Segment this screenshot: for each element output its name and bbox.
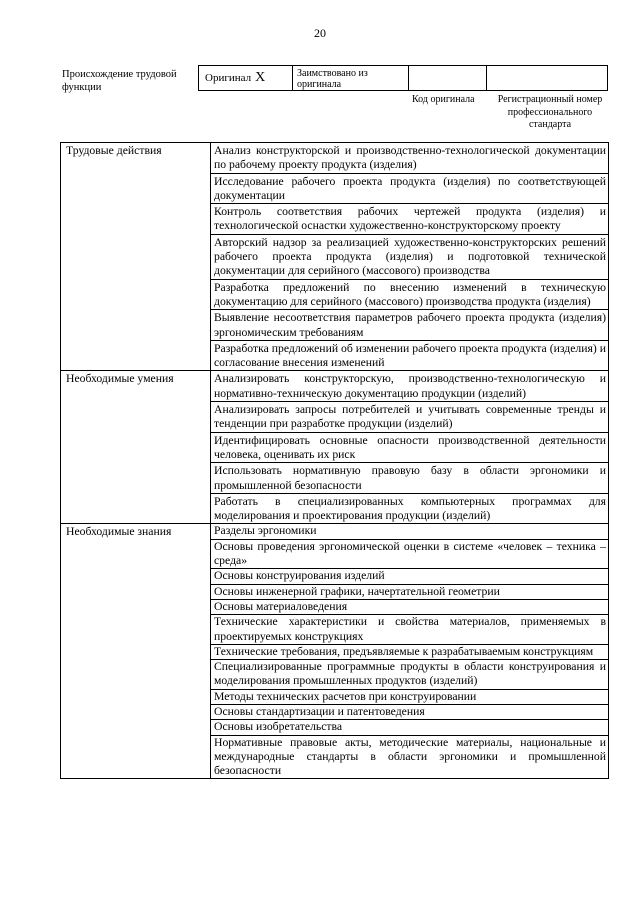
table-cell-item: Работать в специализированных компьютерных программах для моделирования и проектирования продукции (изделий) bbox=[211, 493, 609, 524]
table-cell-item: Нормативные правовые акты, методические материалы, национальные и международные стандарты в области эргономики и промышленной безопасности bbox=[211, 735, 609, 779]
table-cell-item: Основы конструирования изделий bbox=[211, 569, 609, 584]
table-cell-item: Основы проведения эргономической оценки в системе «человек – техника – среда» bbox=[211, 539, 609, 569]
table-row bbox=[61, 524, 609, 539]
origin-box bbox=[198, 65, 608, 91]
table-cell-item: Анализ конструкторской и производственно-технологической документации по рабочему проекту продукта (изделия) bbox=[211, 143, 609, 174]
table-cell-item: Контроль соответствия рабочих чертежей продукта (изделия) и технологической оснастки художественно-конструкторскому проекту bbox=[211, 204, 609, 235]
original-mark: X bbox=[255, 70, 266, 85]
table-cell-item: Идентифицировать основные опасности производственной деятельности человека, оценивать их риск bbox=[211, 432, 609, 463]
section-label: Необходимые знания bbox=[61, 524, 211, 779]
table-cell-item: Разработка предложений по внесению изменений в техническую документацию для серийного (массового) производства продукта (изделия) bbox=[211, 279, 609, 310]
table-cell-item: Выявление несоответствия параметров рабочего проекта продукта (изделия) эргономическим требованиям bbox=[211, 310, 609, 341]
function-table bbox=[60, 142, 609, 779]
reg-number-cell bbox=[487, 66, 607, 90]
table-cell-item: Специализированные программные продукты в области конструирования и моделирования промышленных продуктов (изделий) bbox=[211, 660, 609, 690]
original-label: Оригинал bbox=[205, 72, 252, 84]
function-table-body bbox=[61, 143, 609, 779]
table-cell-item: Авторский надзор за реализацией художественно-конструкторских решений рабочего проекта продукта (изделия) и подготовкой технической документации для серийного (массового) производства bbox=[211, 234, 609, 279]
table-row bbox=[61, 371, 609, 402]
table-row bbox=[61, 143, 609, 174]
table-cell-item: Основы инженерной графики, начертательной геометрии bbox=[211, 584, 609, 599]
table-cell-item: Основы стандартизации и патентоведения bbox=[211, 704, 609, 719]
page-number: 20 bbox=[314, 26, 326, 40]
section-label: Необходимые умения bbox=[61, 371, 211, 524]
table-cell-item: Разделы эргономики bbox=[211, 524, 609, 539]
table-cell-item: Основы изобретательства bbox=[211, 720, 609, 735]
table-cell-item: Исследование рабочего проекта продукта (изделия) по соответствующей документации bbox=[211, 173, 609, 204]
origin-label: Происхождение трудовой функции bbox=[62, 69, 177, 93]
table-cell-item: Использовать нормативную правовую базу в области эргономики и промышленной безопасности bbox=[211, 463, 609, 494]
code-cell bbox=[409, 66, 487, 90]
table-cell-item: Технические требования, предъявляемые к разрабатываемым конструкциям bbox=[211, 644, 609, 659]
reg-caption: Регистрационный номер профессионального стандарта bbox=[497, 94, 603, 130]
borrowed-cell: Заимствовано из оригинала bbox=[293, 66, 409, 90]
table-cell-item: Методы технических расчетов при конструировании bbox=[211, 689, 609, 704]
table-cell-item: Основы материаловедения bbox=[211, 599, 609, 614]
table-cell-item: Разработка предложений об изменении рабочего проекта продукта (изделия) и согласование внесения изменений bbox=[211, 340, 609, 371]
section-label: Трудовые действия bbox=[61, 143, 211, 371]
code-caption: Код оригинала bbox=[412, 94, 475, 105]
table-cell-item: Анализировать конструкторскую, производственно-технологическую и нормативно-техническую документацию продукции (изделий) bbox=[211, 371, 609, 402]
table-cell-item: Анализировать запросы потребителей и учитывать современные тренды и тенденции при разработке продукции (изделий) bbox=[211, 402, 609, 433]
original-cell bbox=[199, 66, 293, 90]
table-cell-item: Технические характеристики и свойства материалов, применяемых в проектируемых конструкциях bbox=[211, 615, 609, 645]
